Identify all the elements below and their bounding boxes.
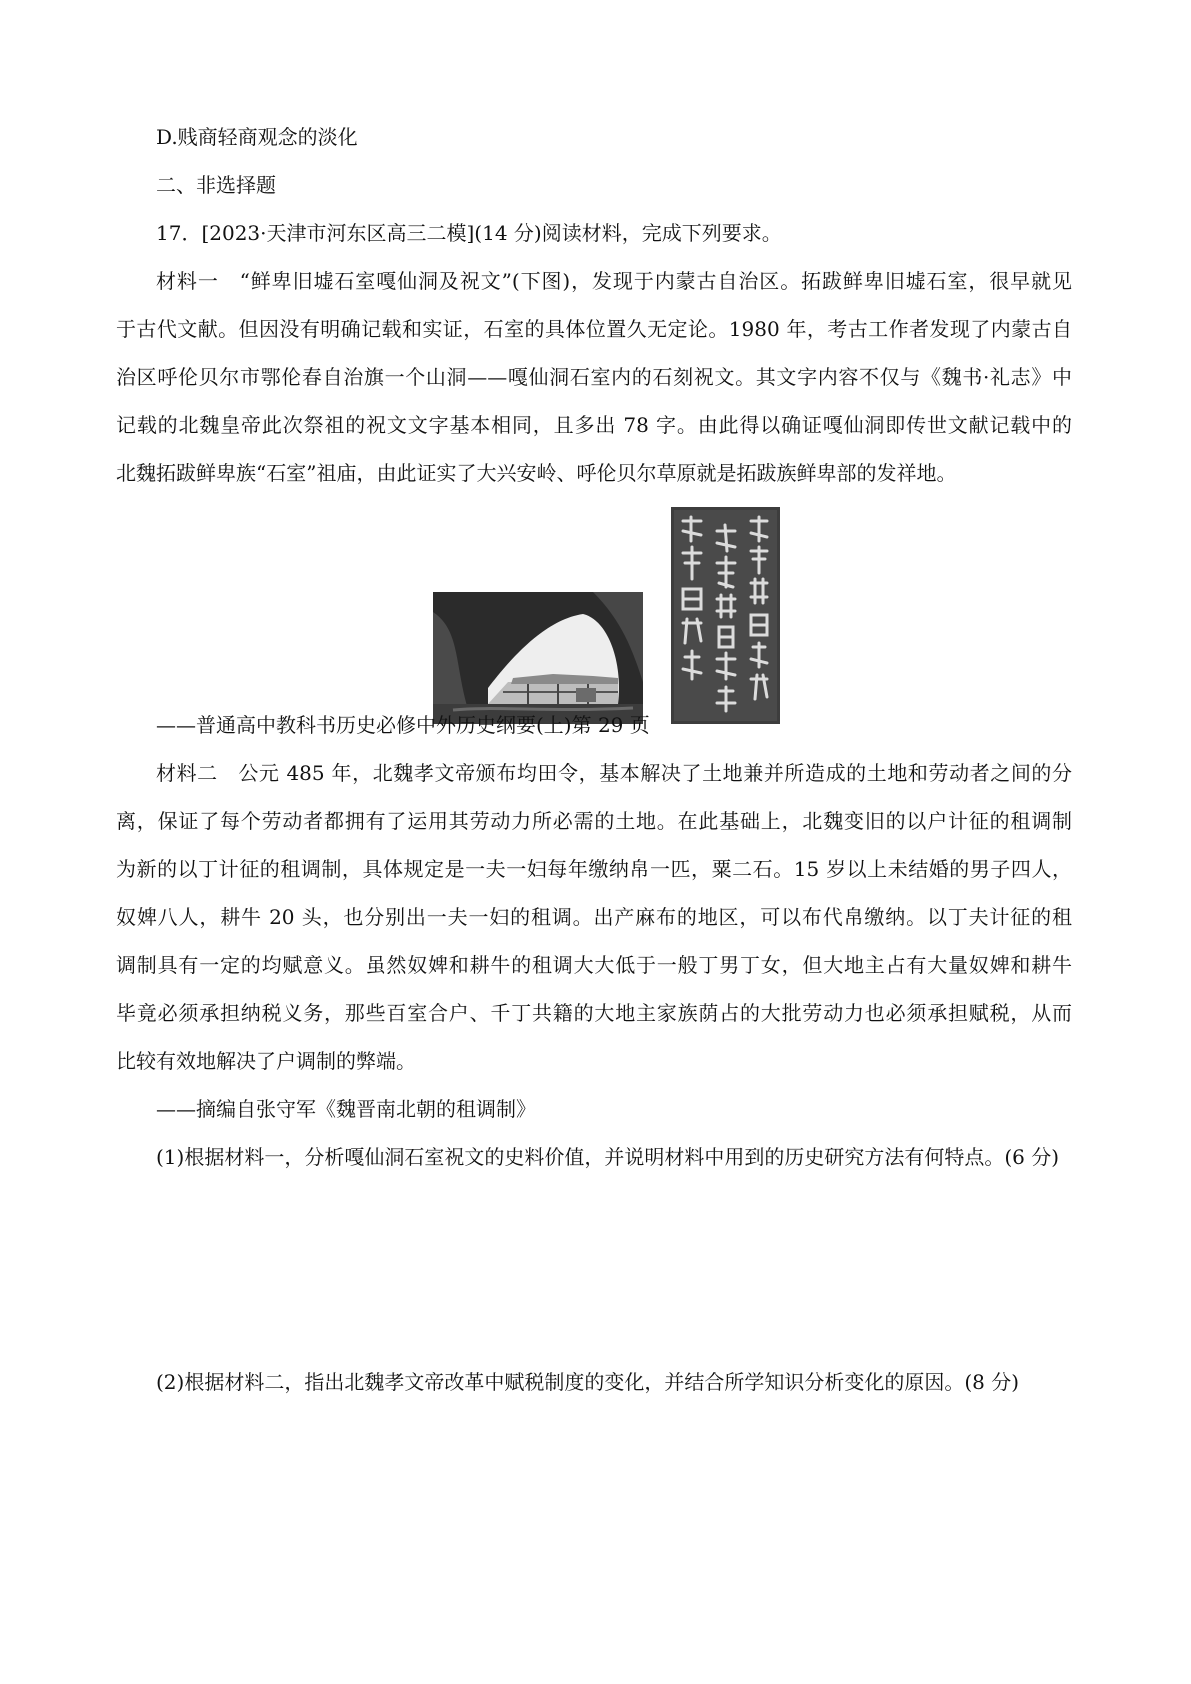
material-2-line-1: 材料二 公元 485 年，北魏孝文帝颁布均田令，基本解决了土地兼并所造成的土地和劳动者之间的分 [156, 761, 1072, 785]
material-2-line-6: 毕竟必须承担纳税义务，那些百室合户、千丁共籍的大地主家族荫占的大批劳动力也必须承担赋税，从而 [116, 1001, 1072, 1025]
source-2: ——摘编自张守军《魏晋南北朝的租调制》 [156, 1097, 536, 1121]
inscription-rubbing [671, 507, 780, 724]
material-1-line-1: 材料一 “鲜卑旧墟石室嘎仙洞及祝文”(下图)，发现于内蒙古自治区。拓跋鲜卑旧墟石室，很早就见 [156, 269, 1072, 293]
material-2-line-7: 比较有效地解决了户调制的弊端。 [116, 1049, 416, 1073]
section-heading: 二、非选择题 [156, 173, 276, 197]
material-1-line-3: 治区呼伦贝尔市鄂伦春自治旗一个山洞——嘎仙洞石室内的石刻祝文。其文字内容不仅与《魏书·礼志》中 [116, 365, 1072, 389]
material-2-line-2: 离，保证了每个劳动者都拥有了运用其劳动力所必需的土地。在此基础上，北魏变旧的以户计征的租调制 [116, 809, 1072, 833]
material-1-line-5: 北魏拓跋鲜卑族“石室”祖庙，由此证实了大兴安岭、呼伦贝尔草原就是拓跋族鲜卑部的发祥地。 [116, 461, 957, 485]
source-1: ——普通高中教科书历史必修中外历史纲要(上)第 29 页 [156, 713, 650, 737]
material-1-line-4: 记载的北魏皇帝此次祭祖的祝文文字基本相同，且多出 78 字。由此得以确证嘎仙洞即传世文献记载中的 [116, 413, 1072, 437]
question-1: (1)根据材料一，分析嘎仙洞石室祝文的史料价值，并说明材料中用到的历史研究方法有何特点。(6 分) [156, 1145, 1060, 1169]
cave-photo [433, 592, 643, 724]
question-17-heading: 17．[2023·天津市河东区高三二模](14 分)阅读材料，完成下列要求。 [156, 221, 782, 245]
question-2: (2)根据材料二，指出北魏孝文帝改革中赋税制度的变化，并结合所学知识分析变化的原因。(8 分) [156, 1370, 1020, 1394]
material-2-line-3: 为新的以丁计征的租调制，具体规定是一夫一妇每年缴纳帛一匹，粟二石。15 岁以上未结婚的男子四人， [116, 857, 1072, 881]
material-1-line-2: 于古代文献。但因没有明确记载和实证，石室的具体位置久无定论。1980 年，考古工作者发现了内蒙古自 [116, 317, 1072, 341]
option-d: D.贱商轻商观念的淡化 [156, 125, 358, 149]
material-2-line-5: 调制具有一定的均赋意义。虽然奴婢和耕牛的租调大大低于一般丁男丁女，但大地主占有大量奴婢和耕牛 [116, 953, 1072, 977]
material-2-line-4: 奴婢八人，耕牛 20 头，也分别出一夫一妇的租调。出产麻布的地区，可以布代帛缴纳。以丁夫计征的租 [116, 905, 1072, 929]
